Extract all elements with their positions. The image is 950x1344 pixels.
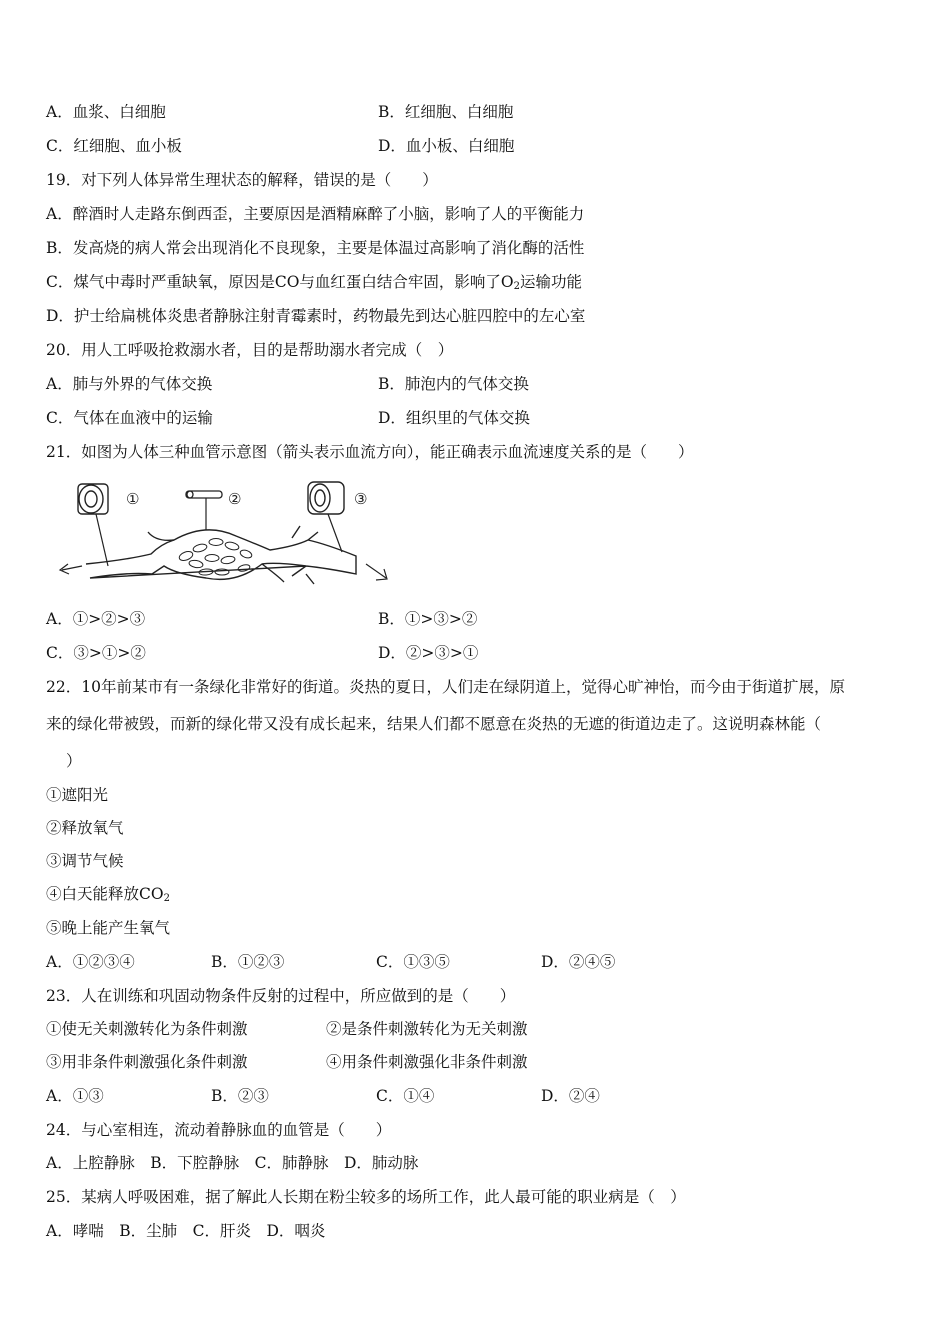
q19-option-c-text: C．煤气中毒时严重缺氧，原因是CO与血红蛋白结合牢固，影响了O [46,273,514,291]
q23-stem: 23．人在训练和巩固动物条件反射的过程中，所应做到的是（ ） [46,987,516,1005]
fig-label-3: ③ [354,490,368,508]
fig-label-2: ② [228,490,242,508]
q23-item-2: ②是条件刺激转化为无关刺激 [326,1020,528,1038]
q21-option-a: A．①>②>③ [46,610,146,628]
artery-pointer-line [96,514,108,566]
q23-option-c: C．①④ [376,1087,435,1105]
q19-option-c-subscript: 2 [513,281,521,292]
q22-option-c: C．①③⑤ [376,953,450,971]
q18-option-a: A．血浆、白细胞 [46,103,166,121]
q19-option-c-tail: 运输功能 [520,273,583,291]
q22-option-a: A．①②③④ [46,953,135,971]
q22-item-4-text: ④白天能释放CO [46,885,164,903]
q22-item-3: ③调节气候 [46,852,124,870]
flow-arrow-right [366,564,387,580]
q23-item-3: ③用非条件刺激强化条件刺激 [46,1053,248,1071]
q23-item-4: ④用条件刺激强化非条件刺激 [326,1053,528,1071]
q25-stem: 25．某病人呼吸困难，据了解此人长期在粉尘较多的场所工作，此人最可能的职业病是（ ） [46,1188,686,1206]
fig-label-1: ① [126,490,140,508]
q18-option-d: D．血小板、白细胞 [378,137,515,155]
q19-stem: 19．对下列人体异常生理状态的解释，错误的是（ ） [46,171,438,189]
q22-item-4-subscript: 2 [163,893,170,904]
q20-option-d: D．组织里的气体交换 [378,409,530,427]
blood-vessel-diagram [56,478,392,594]
q20-option-b: B．肺泡内的气体交换 [378,375,529,393]
q18-option-c: C．红细胞、血小板 [46,137,182,155]
artery-cross-section [78,484,108,514]
q19-option-c [46,272,582,297]
q23-option-a: A．①③ [46,1087,104,1105]
q19-option-a: A．醉酒时人走路东倒西歪，主要原因是酒精麻醉了小脑，影响了人的平衡能力 [46,205,585,223]
q22-item-5: ⑤晚上能产生氧气 [46,919,171,937]
q25-options: A．哮喘 B．尘肺 C．肝炎 D．咽炎 [46,1222,326,1240]
q24-options: A．上腔静脉 B．下腔静脉 C．肺静脉 D．肺动脉 [46,1154,419,1172]
q23-option-b: B．②③ [211,1087,269,1105]
q21-option-b: B．①>③>② [378,610,478,628]
q24-stem: 24．与心室相连，流动着静脉血的血管是（ ） [46,1121,392,1139]
q21-option-d: D．②>③>① [378,644,479,662]
capillary-cross-section [186,491,222,498]
q22-stem-line-2: 来的绿化带被毁，而新的绿化带又没有成长起来，结果人们都不愿意在炎热的无遮的街道边走了。这说明森林能（ [46,715,822,733]
q22-item-4 [46,884,170,909]
q19-option-b: B．发高烧的病人常会出现消化不良现象，主要是体温过高影响了消化酶的活性 [46,239,585,257]
q21-option-c: C．③>①>② [46,644,146,662]
q21-stem: 21．如图为人体三种血管示意图（箭头表示血流方向），能正确表示血流速度关系的是（ ） [46,443,694,461]
vein-cross-section [308,482,344,514]
q23-item-1: ①使无关刺激转化为条件刺激 [46,1020,248,1038]
q22-option-d: D．②④⑤ [541,953,616,971]
q22-stem-line-1: 22．10年前某市有一条绿化非常好的街道。炎热的夏日，人们走在绿阴道上，觉得心旷神怡，而今由于街道扩展，原 [46,678,845,696]
flow-arrow-left [60,564,82,574]
q18-option-b: B．红细胞、白细胞 [378,103,514,121]
q20-stem: 20．用人工呼吸抢救溺水者，目的是帮助溺水者完成（ ） [46,341,454,359]
q23-option-d: D．②④ [541,1087,600,1105]
q22-option-b: B．①②③ [211,953,285,971]
q20-option-a: A．肺与外界的气体交换 [46,375,213,393]
q22-item-1: ①遮阳光 [46,786,109,804]
q20-option-c: C．气体在血液中的运输 [46,409,213,427]
q22-stem-line-3: ） [66,752,82,770]
q22-item-2: ②释放氧气 [46,819,124,837]
q19-option-d: D．护士给扁桃体炎患者静脉注射青霉素时，药物最先到达心脏四腔中的左心室 [46,307,586,325]
